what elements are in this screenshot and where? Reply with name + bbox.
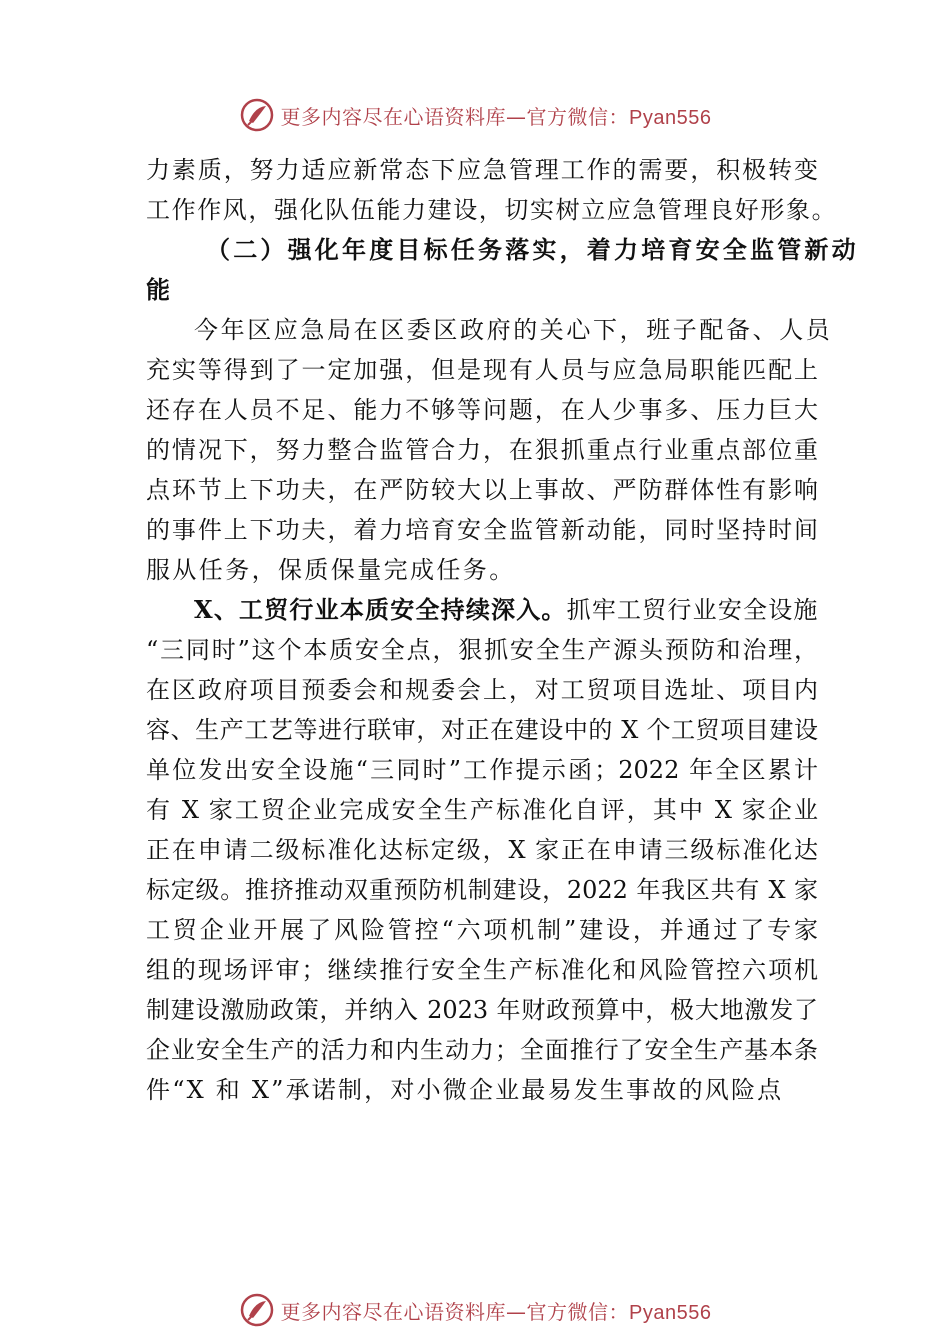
paragraph-line: 点环节上下功夫，在严防较大以上事故、严防群体性有影响 (146, 476, 818, 504)
banner-text (281, 101, 712, 130)
paragraph-line: 力素质，努力适应新常态下应急管理工作的需要，积极转变 (146, 156, 818, 184)
banner-wechat-label: 官方微信： (526, 1299, 630, 1324)
paragraph-line: 件“X 和 X”承诺制，对小微企业最易发生事故的风险点 (146, 1076, 784, 1104)
paragraph-line: 有 X 家工贸企业完成安全生产标准化自评，其中 X 家企业 (146, 796, 818, 824)
paragraph-line: 的事件上下功夫，着力培育安全监管新动能，同时坚持时间 (146, 516, 818, 544)
paragraph-line: “三同时”这个本质安全点，狠抓安全生产源头预防和治理， (146, 636, 818, 664)
logo-icon (239, 97, 275, 133)
paragraph-line: 今年区应急局在区委区政府的关心下，班子配备、人员 (194, 316, 833, 344)
paragraph-line (146, 590, 818, 630)
paragraph-line: 正在申请二级标准化达标定级，X 家正在申请三级标准化达 (146, 836, 818, 864)
paragraph-line: 企业安全生产的活力和内生动力；全面推行了安全生产基本条 (146, 1036, 818, 1064)
section-heading: 能 (146, 275, 173, 304)
header-banner (0, 95, 950, 135)
paragraph-line: 工作作风，强化队伍能力建设，切实树立应急管理良好形象。 (146, 196, 838, 224)
banner-site: 更多内容尽在心语资料库 (280, 1299, 507, 1324)
paragraph-line: 工贸企业开展了风险管控“六项机制”建设，并通过了专家 (146, 916, 818, 944)
banner-wechat-id: Pyan556 (629, 106, 712, 129)
paragraph-line: 在区政府项目预委会和规委会上，对工贸项目选址、项目内 (146, 676, 818, 704)
paragraph-line: 还存在人员不足、能力不够等问题，在人少事多、压力巨大 (146, 396, 818, 424)
paragraph-line: 组的现场评审；继续推行安全生产标准化和风险管控六项机 (146, 956, 818, 984)
banner-text (281, 1296, 712, 1325)
logo-icon (239, 1292, 275, 1328)
paragraph-line: 服从任务，保质保量完成任务。 (146, 556, 516, 584)
paragraph-line: 单位发出安全设施“三同时”工作提示函；2022 年全区累计 (146, 756, 818, 784)
subsection-lead: X、工贸行业本质安全持续深入。 (194, 595, 567, 624)
banner-site: 更多内容尽在心语资料库 (280, 104, 507, 129)
banner-dash: — (506, 104, 527, 129)
section-heading: （二）强化年度目标任务落实，着力培育安全监管新动 (206, 235, 859, 264)
banner-wechat-id: Pyan556 (629, 1301, 712, 1324)
paragraph-line: 标定级。推挤推动双重预防机制建设，2022 年我区共有 X 家 (146, 876, 818, 904)
paragraph-line: 制建设激励政策，并纳入 2023 年财政预算中，极大地激发了 (146, 996, 818, 1024)
footer-banner (0, 1290, 950, 1330)
banner-wechat-label: 官方微信： (526, 104, 630, 129)
document-body (146, 150, 859, 1110)
banner-dash: — (506, 1299, 527, 1324)
paragraph-line: 的情况下，努力整合监管合力，在狠抓重点行业重点部位重 (146, 436, 818, 464)
paragraph-line: 充实等得到了一定加强，但是现有人员与应急局职能匹配上 (146, 356, 818, 384)
paragraph-text: 抓牢工贸行业安全设施 (566, 596, 819, 624)
paragraph-line: 容、生产工艺等进行联审，对正在建设中的 X 个工贸项目建设 (146, 716, 818, 744)
